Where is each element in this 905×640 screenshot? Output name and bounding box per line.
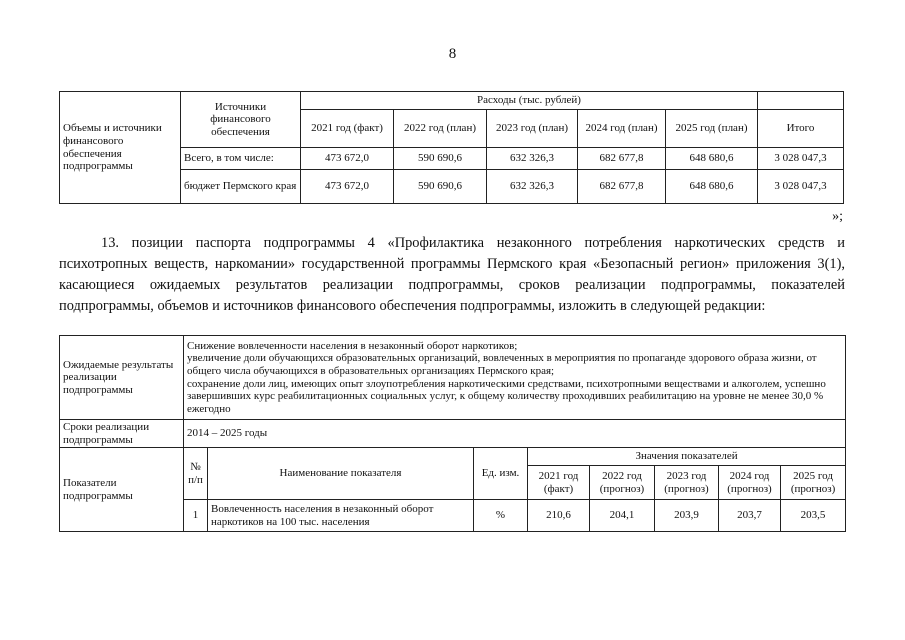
terms-label: Сроки реализации подпрограммы bbox=[60, 420, 184, 448]
year-header: 2024 год (план) bbox=[578, 110, 666, 148]
expenses-header-blank bbox=[758, 92, 844, 110]
paragraph-text: 13. позиции паспорта подпрограммы 4 «Профилактика незаконного потребления наркотических средств и психотропных веществ, наркомании» государственной программы Пермского края «Безопасный регион» приложения 3(1), касающиеся ожидаемых результатов реализации подпрограммы, сроков реализации подпрограммы, показателей подпрограммы, объемов и источников финансового обеспечения подпрограммы, изложить в следующей редакции: bbox=[59, 235, 845, 314]
value-cell: 648 680,6 bbox=[666, 148, 758, 170]
year-header: 2023 год (прогноз) bbox=[655, 466, 719, 500]
source-cell: бюджет Пермского края bbox=[181, 170, 301, 204]
year-header: 2025 год (прогноз) bbox=[781, 466, 846, 500]
expected-results-label: Ожидаемые результаты реализации подпрограммы bbox=[60, 336, 184, 420]
expected-result-item: увеличение доли обучающихся образовательных организаций, вовлеченных в мероприятия по пропаганде здорового образа жизни, от общего числа обучающихся в образовательных организациях Пермского края; bbox=[187, 352, 817, 377]
finance-table bbox=[59, 91, 844, 204]
name-header: Наименование показателя bbox=[208, 448, 474, 500]
indicator-value: 203,7 bbox=[719, 500, 781, 532]
year-header: 2021 год (факт) bbox=[301, 110, 394, 148]
value-cell: 3 028 047,3 bbox=[758, 148, 844, 170]
indicator-value: 204,1 bbox=[590, 500, 655, 532]
year-header: 2021 год (факт) bbox=[528, 466, 590, 500]
page-number: 8 bbox=[448, 46, 457, 62]
value-cell: 590 690,6 bbox=[394, 148, 487, 170]
year-header: 2022 год (прогноз) bbox=[590, 466, 655, 500]
indicator-value: 203,5 bbox=[781, 500, 846, 532]
indicator-unit: % bbox=[474, 500, 528, 532]
year-header: 2023 год (план) bbox=[487, 110, 578, 148]
value-cell: 632 326,3 bbox=[487, 170, 578, 204]
results-table bbox=[59, 335, 846, 532]
num-header: № п/п bbox=[184, 448, 208, 500]
expenses-header: Расходы (тыс. рублей) bbox=[301, 92, 758, 110]
value-cell: 590 690,6 bbox=[394, 170, 487, 204]
row-number: 1 bbox=[184, 500, 208, 532]
total-header: Итого bbox=[758, 110, 844, 148]
year-header: 2022 год (план) bbox=[394, 110, 487, 148]
value-cell: 3 028 047,3 bbox=[758, 170, 844, 204]
amendment-paragraph bbox=[59, 233, 845, 317]
indicator-name: Вовлеченность населения в незаконный оборот наркотиков на 100 тыс. населения bbox=[208, 500, 474, 532]
year-header: 2025 год (план) bbox=[666, 110, 758, 148]
source-header: Источники финансового обеспечения bbox=[181, 92, 301, 148]
indicators-label: Показатели подпрограммы bbox=[60, 448, 184, 532]
year-header: 2024 год (прогноз) bbox=[719, 466, 781, 500]
source-cell: Всего, в том числе: bbox=[181, 148, 301, 170]
expected-results-text bbox=[184, 336, 846, 420]
value-cell: 682 677,8 bbox=[578, 170, 666, 204]
unit-header: Ед. изм. bbox=[474, 448, 528, 500]
indicator-value: 203,9 bbox=[655, 500, 719, 532]
value-cell: 473 672,0 bbox=[301, 170, 394, 204]
value-cell: 632 326,3 bbox=[487, 148, 578, 170]
closing-quote: »; bbox=[832, 209, 843, 224]
finance-row-label: Объемы и источники финансового обеспечения подпрограммы bbox=[60, 92, 181, 204]
value-cell: 648 680,6 bbox=[666, 170, 758, 204]
expected-result-item: Снижение вовлеченности населения в незаконный оборот наркотиков; bbox=[187, 339, 518, 352]
terms-value: 2014 – 2025 годы bbox=[184, 420, 846, 448]
value-cell: 473 672,0 bbox=[301, 148, 394, 170]
value-cell: 682 677,8 bbox=[578, 148, 666, 170]
values-header: Значения показателей bbox=[528, 448, 846, 466]
indicator-value: 210,6 bbox=[528, 500, 590, 532]
expected-result-item: сохранение доли лиц, имеющих опыт злоупотребления наркотическими средствами, психотропными веществами и алкоголем, успешно завершивших курс реабилитационных социальных услуг, к общему количеству проходивших реабилитацию на уровне не менее 30,0 % ежегодно bbox=[187, 377, 826, 415]
